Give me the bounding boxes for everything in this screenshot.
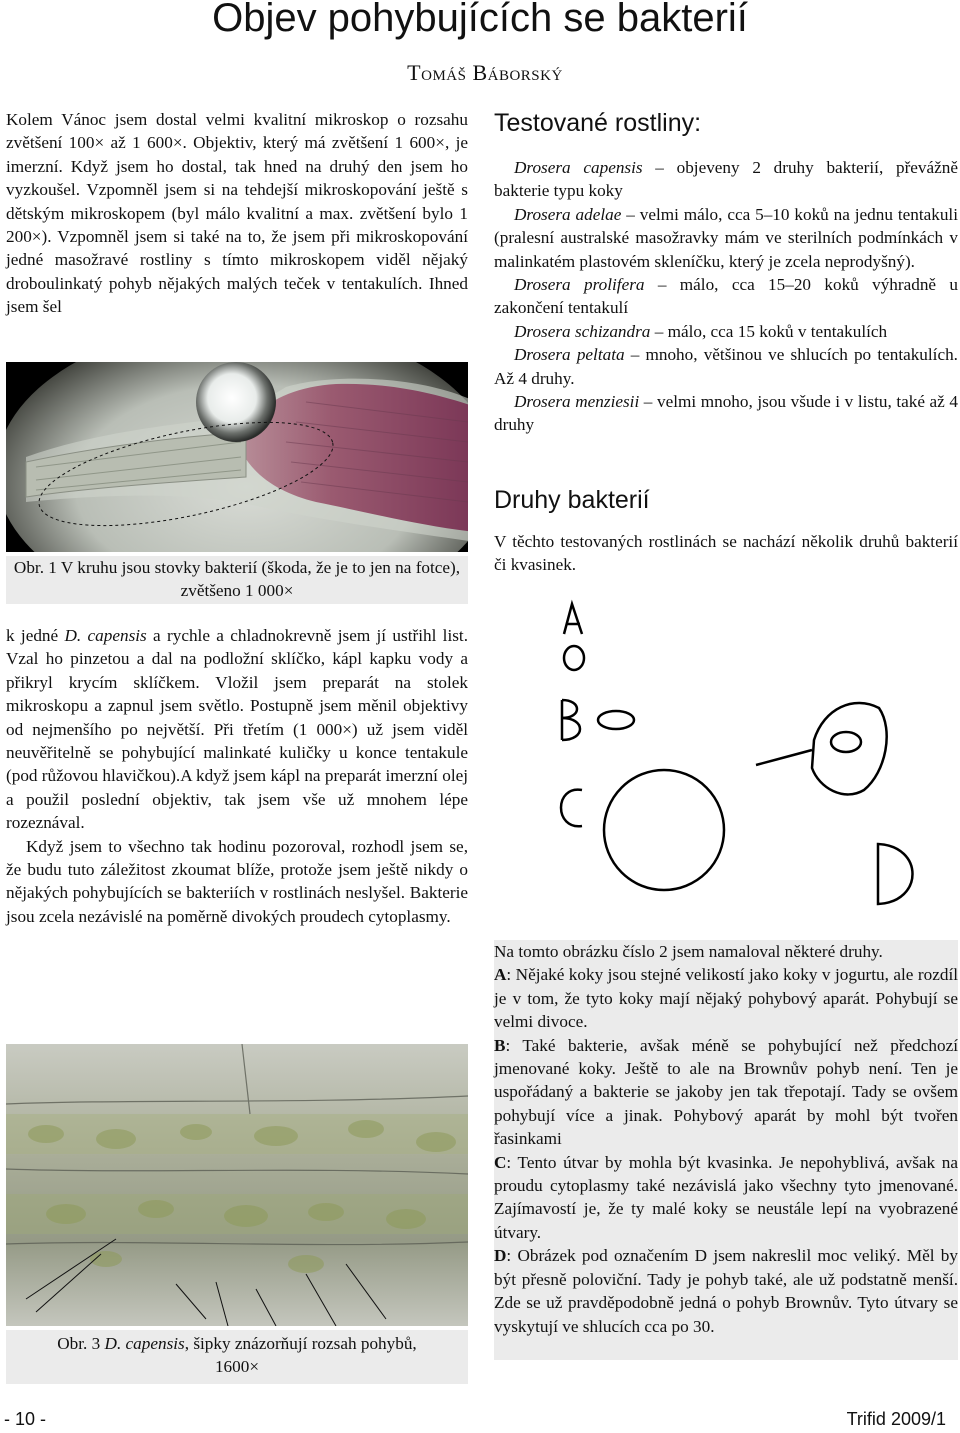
continuation-rest: a rychle a chladnokrevně jsem jí ustřihl list. Vzal ho pinzetou a dal na podložní sklíčko, kápl kapku vody a přikryl krycím sklíčkem. Vložil jsem preparát na stolek mikroskopu a zapnul jsem světlo. Postupně jsem měnil objektivy od nejmenšího po největší. Při třetím (1 000×) už jsem viděl neuvěřitelně se pohybující malinkaté kuličky u konce tentakule (pod růžovou hlavičkou).A když jsem kápl na preparát imerzní olej a použil poslední objektiv, tak jsem vše už mnohem lépe rozeznával. [6,626,469,833]
figure1-caption: Obr. 1 V kruhu jsou stovky bakterií (škoda, že je to jen na fotce), zvětšeno 1 000× [6,556,468,604]
continuation-paragraph-1 [6,624,468,835]
article-title: Objev pohybujících se bakterií [212,0,748,40]
plant-desc: – mnoho, většinou ve shlucích po tentakulích. Až 4 druhy. [494,345,958,388]
plant-desc: – velmi málo, cca 5–10 koků na jednu tentakuli (pralesní australské masožravky mám ve sterilních podmínkách v malinkatém plastovém skleníčku, který je zcela neprodyšný). [494,204,958,271]
bacteria-item-label: C [494,1152,507,1172]
plant-name: Drosera capensis [514,158,643,177]
plant-name: Drosera prolifera [514,275,645,295]
bacteria-types-heading: Druhy bakterií [494,486,650,514]
plant-item [494,156,958,203]
figure2-description [494,940,958,1360]
continuation-paragraph-2: Když jsem to všechno tak hodinu pozoroval, rozhodl jsem se, že budu tuto záležitost zkoumat blíže, protože jsem ještě nikdy o nějakých pohybujících se bakteriích v rostlinách neslyšel. Bakterie jsou zcela nezávislé na poměrně divokých proudech cytoplasmy. [6,836,468,926]
plant-name: Drosera schizandra [514,321,651,341]
microscope-photo-cells [6,1044,468,1326]
continuation-text [6,624,468,928]
figure3-caption-prefix: Obr. 3 [57,1334,105,1353]
plant-item [494,320,958,343]
plant-desc: – velmi mnoho, jsou všude i v listu, také až 4 druhy [494,392,958,435]
continuation-prefix: k jedné [6,626,65,645]
bacteria-item-b [494,1034,958,1151]
plant-item [494,273,958,320]
tested-plants-heading: Testované rostliny: [494,109,702,137]
bacteria-item-text: : Také bakterie, avšak méně se pohybující než předchozí jmenované koky. Ještě to ale na Brownův pohyb není. Ten je uspořádaný a bakterie se jakoby jen tak třepotají. Tady se ovšem pohybují více a jinak. Pohybový aparát by mohl být tvořen řasinkami [494,1035,958,1149]
author-name: Tomáš Báborský [407,60,563,85]
bacteria-item-text: : Tento útvar by mohla být kvasinka. Je nepohyblivá, avšak na proudu cytoplasmy také nezávislá jako všechny tyto jmenované. Zajímavostí je, že ty malé koky se neustále lepí na vyobrazené útvary. [494,1152,958,1242]
bacteria-item-label: B [494,1035,506,1055]
figure2-drawing [494,590,958,932]
figure3-caption [6,1330,468,1384]
bacteria-types-intro: V těchto testovaných rostlinách se nachází několik druhů bakterií či kvasinek. [494,532,958,575]
plant-name: Drosera menziesii [514,392,640,412]
bacteria-item-label: A [494,965,507,985]
figure2-intro: Na tomto obrázku číslo 2 jsem namaloval některé druhy. [494,942,883,961]
bacteria-item-c [494,1151,958,1245]
figure3-photo [6,1044,468,1326]
plant-desc: – málo, cca 15–20 koků výhradně u zakončení tentakulí [494,275,959,318]
figure1-photo [6,362,468,552]
bacteria-item-text: : Obrázek pod označením D jsem nakreslil moc veliký. Měl by být přesně poloviční. Tady je pohyb také, ale už podstatně menší. Zde se už pravděpodobně jedná o pohyb Brownův. Tyto útvary se vyskytují ve shlucích cca po 30. [494,1246,958,1336]
plant-desc: – málo, cca 15 koků v tentakulích [650,321,888,341]
journal-issue: Trifid 2009/1 [846,1409,946,1429]
intro-paragraph: Kolem Vánoc jsem dostal velmi kvalitní mikroskop o rozsahu zvětšení 100× až 1 600×. Objektiv, který má zvětšení 1 600×, je imerzní. Když jsem ho dostal, tak hned na druhý den jsem ho vyzkoušel. Vzpomněl jsem si na tehdejší mikroskopování ještě s dětským mikroskopem (byl málo kvalitní a max. zvětšení bylo 1 200×). Vzpomněl jsem si také na to, že jsem při mikroskopování jedné masožravé rostliny s tímto mikroskopem viděl nějaký droboulinkatý pohyb nějakých malých teček v tentakulích. Ihned jsem šel [6,110,468,317]
plant-item [494,343,958,390]
plant-item [494,390,958,437]
bacteria-sketch [494,590,958,932]
figure3-caption-rest: , šipky znázorňují rozsah pohybů, 1600× [184,1334,417,1377]
page-number: - 10 - [4,1409,47,1429]
bacteria-item-label: D [494,1246,507,1266]
plant-desc: – objeveny 2 druhy bakterií, převážně bakterie typu koky [494,158,958,201]
bacteria-item-d [494,1244,958,1338]
figure3-caption-species: D. capensis [104,1334,185,1353]
plant-name: Drosera peltata [514,345,625,365]
tested-plants-list [494,156,958,437]
plant-name: Drosera adelae [514,204,622,224]
continuation-species: D. capensis [64,626,147,645]
bacteria-item-a [494,963,958,1033]
plant-item [494,203,958,273]
bacteria-item-text: : Nějaké koky jsou stejné velikostí jako koky v jogurtu, ale rozdíl je v tom, že tyto koky mají nějaký pohybový aparát. Pohybují se velmi divoce. [494,965,958,1032]
microscope-photo-tentacle [6,362,468,552]
